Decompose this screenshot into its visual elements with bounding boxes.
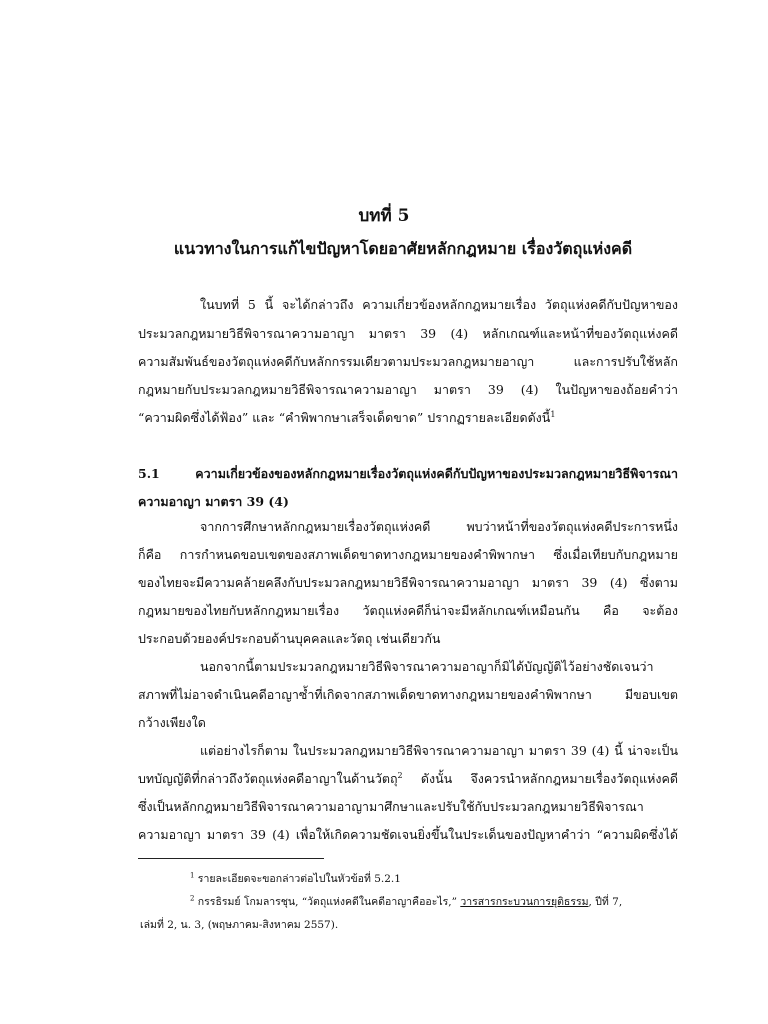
p3-line-2-text-a: บทบัญญัติที่กล่าวถึงวัตถุแห่งคดีอาญาในด้านวัตถุ <box>138 771 398 786</box>
chapter-number: บทที่ 5 <box>358 206 410 226</box>
p1-line-4: กฎหมายของไทยกับหลักกฎหมายเรื่อง วัตถุแห่งคดีก็น่าจะมีหลักเกณฑ์เหมือนกัน คือ จะต้อง <box>138 603 678 618</box>
footnote-2-journal: วารสารกระบวนการยุติธรรม <box>460 896 589 908</box>
section-heading-line-2: ความอาญา มาตรา 39 (4) <box>138 494 289 509</box>
footnote-2-text-a: กรรธิรมย์ โกมลารชุน, “วัตถุแห่งคดีในคดีอาญาคืออะไร,” <box>194 896 461 908</box>
intro-line-5 <box>138 406 678 430</box>
footnote-2-text-b: , ปีที่ 7, <box>588 896 623 908</box>
intro-line-3: ความสัมพันธ์ของวัตถุแห่งคดีกับหลักกรรมเดียวตามประมวลกฎหมายอาญา และการปรับใช้หลัก <box>138 354 678 369</box>
intro-line-1: ในบทที่ 5 นี้ จะได้กล่าวถึง ความเกี่ยวข้องหลักกฎหมายเรื่อง วัตถุแห่งคดีกับปัญหาของ <box>200 297 678 312</box>
footnote-separator <box>138 858 324 859</box>
p1-line-1: จากการศึกษาหลักกฎหมายเรื่องวัตถุแห่งคดี พบว่าหน้าที่ของวัตถุแห่งคดีประการหนึ่ง <box>200 519 678 534</box>
footnote-1 <box>190 870 401 888</box>
p3-line-1: แต่อย่างไรก็ตาม ในประมวลกฎหมายวิธีพิจารณาความอาญา มาตรา 39 (4) นี้ น่าจะเป็น <box>200 743 678 758</box>
intro-line-4: กฎหมายกับประมวลกฎหมายวิธีพิจารณาความอาญา มาตรา 39 (4) ในปัญหาของถ้อยคำว่า <box>138 382 678 397</box>
intro-line-2: ประมวลกฎหมายวิธีพิจารณาความอาญา มาตรา 39 (4) หลักเกณฑ์และหน้าที่ของวัตถุแห่งคดี <box>138 326 678 341</box>
footnote-2-mark: 2 <box>190 894 195 903</box>
p2-line-2: สภาพที่ไม่อาจดำเนินคดีอาญาซ้ำที่เกิดจากสภาพเด็ดขาดทางกฎหมายของคำพิพากษา มีขอบเขต <box>138 687 678 702</box>
intro-line-5-text: “ความผิดซึ่งได้ฟ้อง” และ “คำพิพากษาเสร็จเด็ดขาด” ปรากฏรายละเอียดดังนี้ <box>138 410 551 425</box>
p1-line-3: ของไทยจะมีความคล้ายคลึงกับประมวลกฎหมายวิธีพิจารณาความอาญา มาตรา 39 (4) ซึ่งตาม <box>138 575 678 590</box>
chapter-title: แนวทางในการแก้ไขปัญหาโดยอาศัยหลักกฎหมาย เรื่องวัตถุแห่งคดี <box>173 239 633 258</box>
p2-line-1: นอกจากนี้ตามประมวลกฎหมายวิธีพิจารณาความอาญาก็มิได้บัญญัติไว้อย่างชัดเจนว่า <box>200 659 654 674</box>
footnote-ref-1[interactable]: 1 <box>550 409 556 419</box>
p2-line-3: กว้างเพียงใด <box>138 715 206 730</box>
footnote-2-line-2: เล่มที่ 2, น. 3, (พฤษภาคม-สิงหาคม 2557). <box>140 919 339 931</box>
footnote-1-mark: 1 <box>190 871 195 880</box>
p3-line-4: ความอาญา มาตรา 39 (4) เพื่อให้เกิดความชัดเจนยิ่งขึ้นในประเด็นของปัญหาคำว่า “ความผิดซึ่งได้ <box>138 827 678 842</box>
section-heading-line-1: 5.1 ความเกี่ยวข้องของหลักกฎหมายเรื่องวัตถุแห่งคดีกับปัญหาของประมวลกฎหมายวิธีพิจารณา <box>138 466 678 481</box>
footnote-ref-2[interactable]: 2 <box>397 770 403 780</box>
p1-line-2: ก็คือ การกำหนดขอบเขตของสภาพเด็ดขาดทางกฎหมายของคำพิพากษา ซึ่งเมื่อเทียบกับกฎหมาย <box>138 547 678 562</box>
p3-line-2 <box>138 767 678 791</box>
p1-line-5: ประกอบด้วยองค์ประกอบด้านบุคคลและวัตถุ เช่นเดียวกัน <box>138 631 441 646</box>
p3-line-3: ซึ่งเป็นหลักกฎหมายวิธีพิจารณาความอาญามาศึกษาและปรับใช้กับประมวลกฎหมายวิธีพิจารณา <box>138 799 644 814</box>
p3-line-2-text-b: ดังนั้น จึงควรนำหลักกฎหมายเรื่องวัตถุแห่งคดี <box>402 771 678 786</box>
footnote-2 <box>190 893 622 911</box>
footnote-1-text: รายละเอียดจะขอกล่าวต่อไปในหัวข้อที่ 5.2.1 <box>194 873 401 885</box>
